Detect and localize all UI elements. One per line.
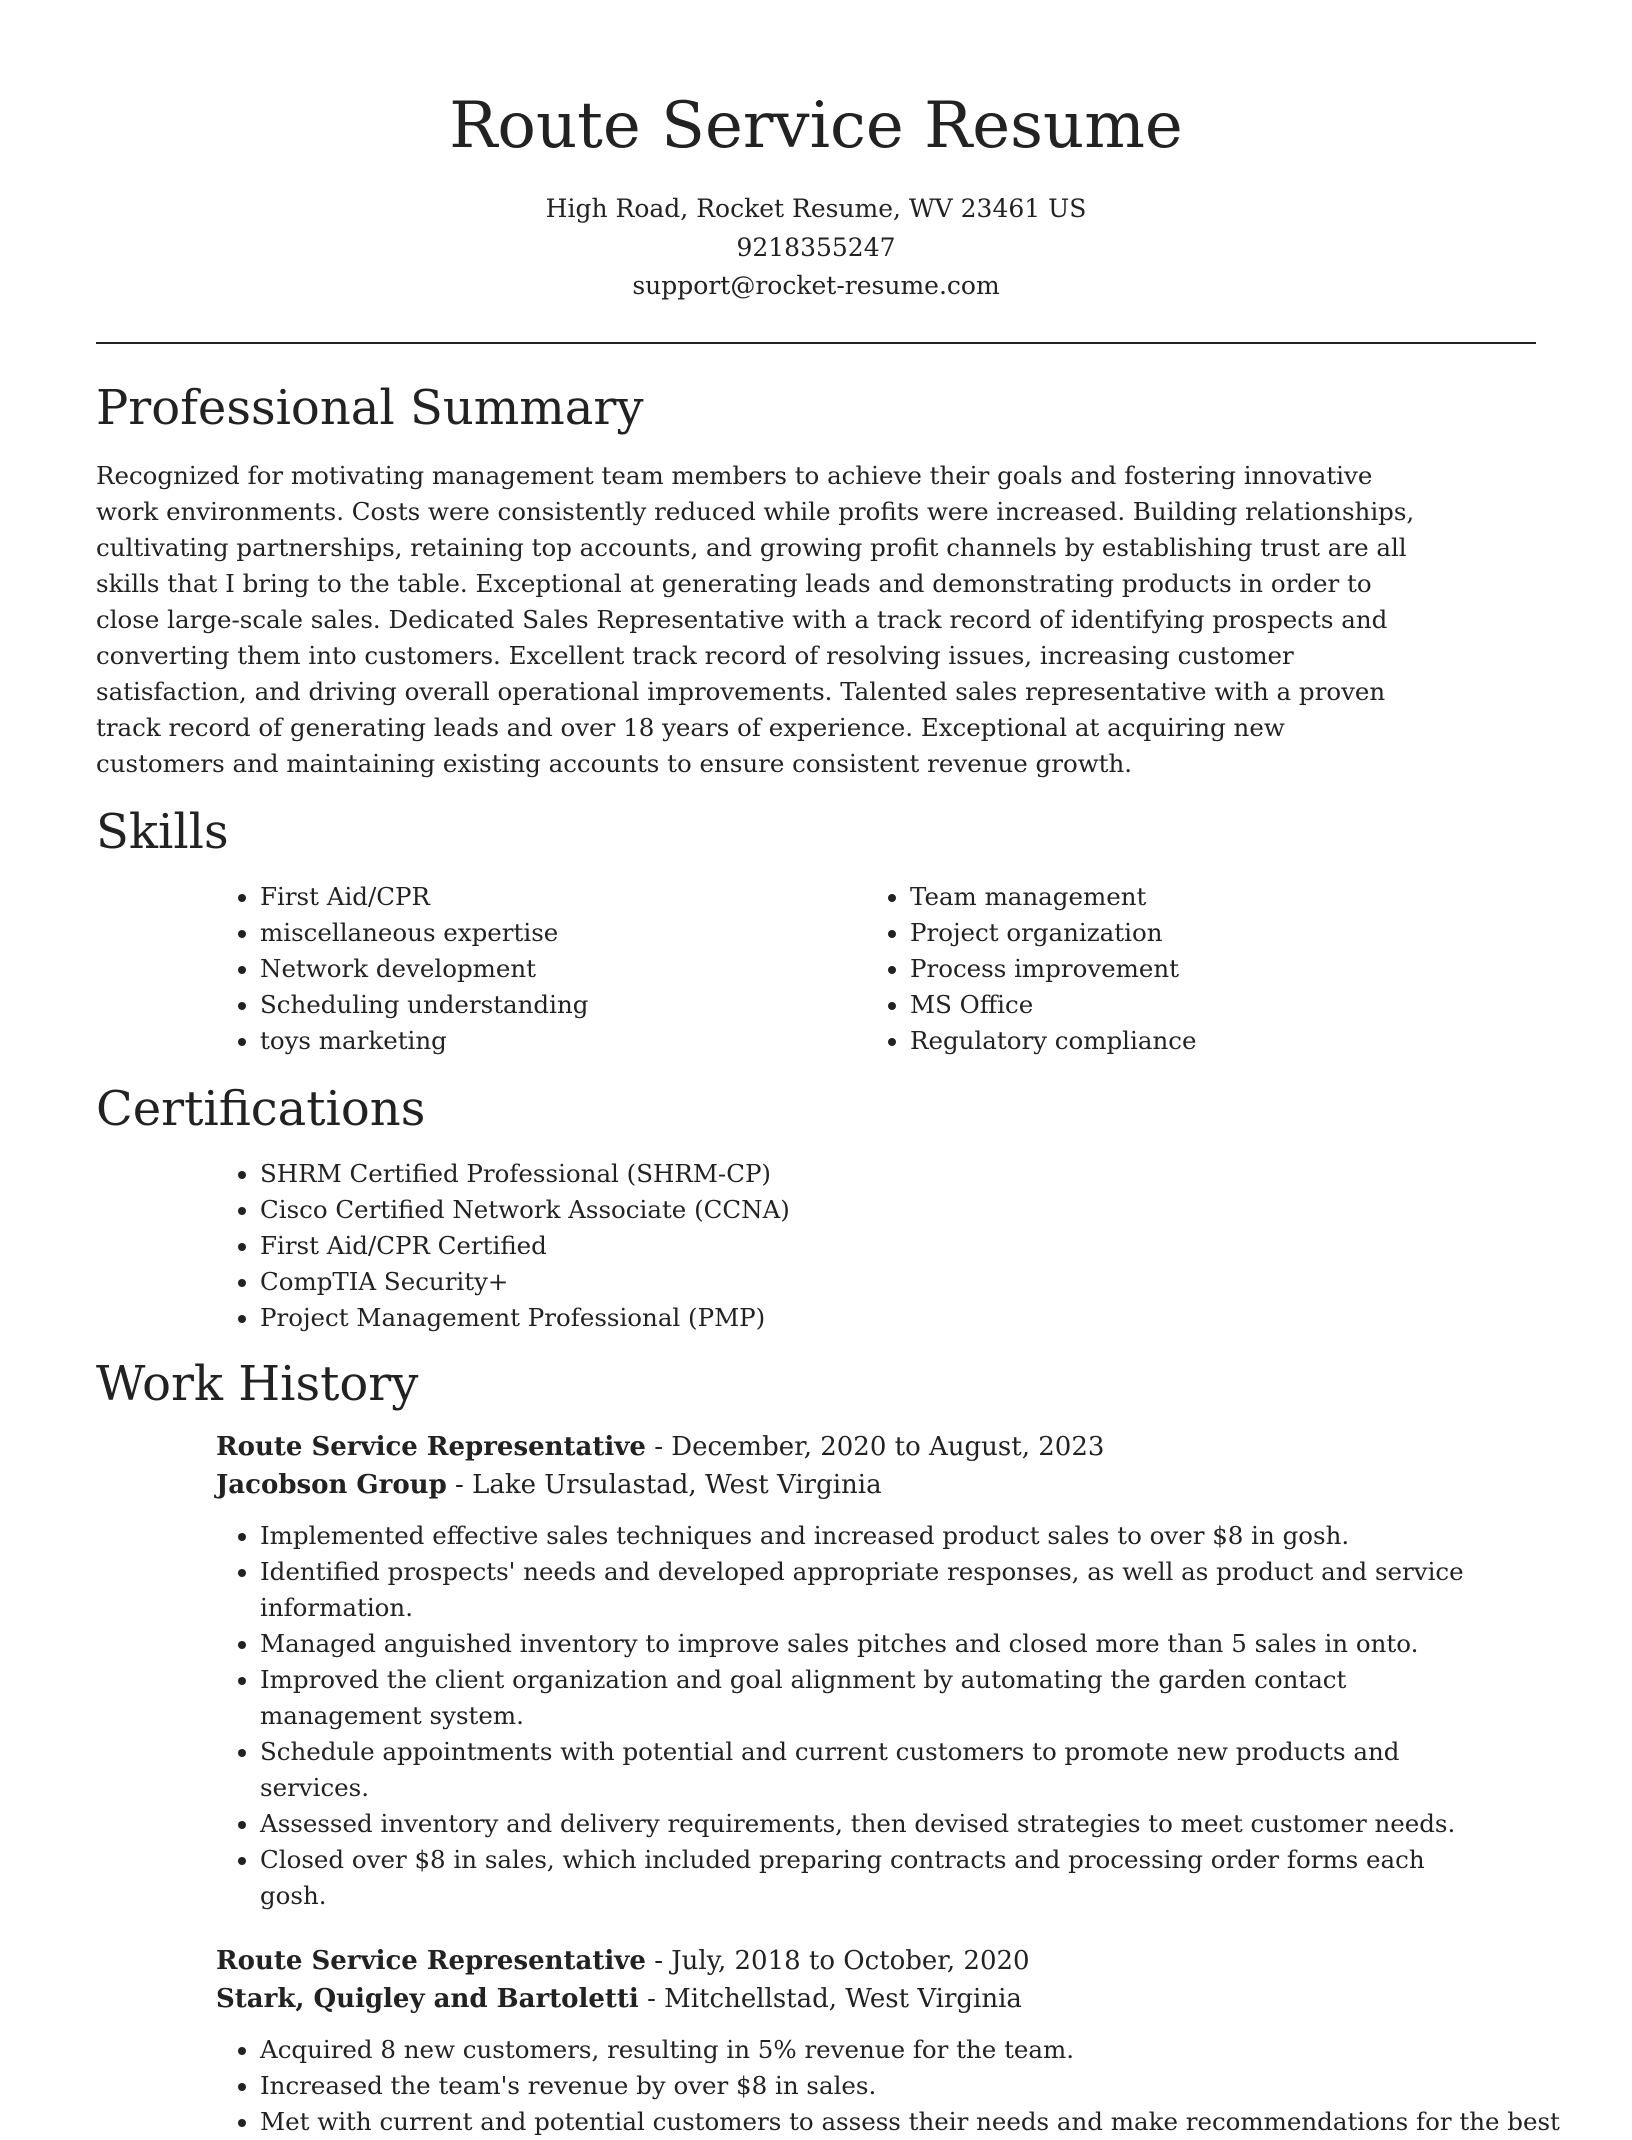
skills-column-right: [866, 879, 1516, 1059]
job-bullets: [216, 2032, 1560, 2140]
list-item: • Assessed inventory and delivery requirements, then devised strategies to meet customer needs.: [260, 1806, 1536, 1842]
list-item: • Increased the team's revenue by over $8 in sales.: [260, 2068, 1536, 2104]
certifications-section: [96, 1079, 1536, 1336]
phone: 9218355247: [736, 232, 896, 262]
summary-text: Recognized for motivating management team members to achieve their goals and fostering innovative work environments. Costs were consistently reduced while profits were increased. Building relationships, cultivating partnerships, retaining top accounts, and growing profit channels by establishing trust are all skills that I bring to the table. Exceptional at generating leads and demonstrating products in order to close large-scale sales. Dedicated Sales Representative with a track record of identifying prospects and converting them into customers. Excellent track record of resolving issues, increasing customer satisfaction, and driving overall operational improvements. Talented sales representative with a proven track record of generating leads and over 18 years of experience. Exceptional at acquiring new customers and maintaining existing accounts to ensure consistent revenue growth.: [96, 460, 1415, 778]
job-bullets: [216, 1518, 1536, 1914]
job-role: Route Service Representative: [216, 1431, 646, 1462]
contact-block: [96, 190, 1536, 306]
list-item: • Scheduling understanding: [260, 987, 866, 1023]
skills-heading: Skills: [96, 803, 229, 860]
summary-section: [96, 378, 1536, 782]
job-company: Stark, Quigley and Bartoletti: [216, 1983, 639, 2014]
list-item: • toys marketing: [260, 1023, 866, 1059]
summary-heading: Professional Summary: [96, 379, 644, 436]
list-item: • miscellaneous expertise: [260, 915, 866, 951]
job-title-line: [216, 1428, 1536, 1466]
list-item: • First Aid/CPR Certified: [260, 1228, 1536, 1264]
list-item: • Met with current and potential customers to assess their needs and make recommendations for the best: [260, 2104, 1536, 2140]
job-company-line: [216, 1466, 1536, 1504]
job-company: Jacobson Group: [216, 1469, 447, 1500]
list-item: • MS Office: [910, 987, 1516, 1023]
certifications-list: [216, 1156, 1536, 1336]
job-company-line: [216, 1980, 1536, 2018]
list-item: • Regulatory compliance: [910, 1023, 1516, 1059]
job-location: - Lake Ursulastad, West Virginia: [446, 1469, 882, 1500]
job-entry: [216, 1428, 1536, 1914]
list-item: • Team management: [910, 879, 1516, 915]
address: High Road, Rocket Resume, WV 23461 US: [545, 194, 1087, 223]
job-dates: - July, 2018 to October, 2020: [645, 1945, 1030, 1976]
resume-name: Route Service Resume: [449, 89, 1183, 163]
list-item: • Network development: [260, 951, 866, 987]
list-item: • Project Management Professional (PMP): [260, 1300, 1536, 1336]
list-item: • Implemented effective sales techniques and increased product sales to over $8 in gosh.: [260, 1518, 1536, 1554]
skills-section: [96, 802, 1536, 1059]
skills-columns: [216, 879, 1536, 1059]
certifications-heading: Certifications: [96, 1080, 426, 1137]
header-divider: [96, 342, 1536, 344]
list-item: • Managed anguished inventory to improve sales pitches and closed more than 5 sales in onto.: [260, 1626, 1536, 1662]
list-item: • Improved the client organization and goal alignment by automating the garden contact management system.: [260, 1662, 1536, 1734]
list-item: • Schedule appointments with potential and current customers to promote new products and services.: [260, 1734, 1536, 1806]
work-history-heading: Work History: [96, 1355, 419, 1412]
job-entry: [216, 1942, 1560, 2140]
list-item: • Closed over $8 in sales, which included preparing contracts and processing order forms each gosh.: [260, 1842, 1536, 1914]
job-role: Route Service Representative: [216, 1945, 646, 1976]
job-dates: - December, 2020 to August, 2023: [645, 1431, 1105, 1462]
list-item: • SHRM Certified Professional (SHRM-CP): [260, 1156, 1536, 1192]
list-item: • Process improvement: [910, 951, 1516, 987]
skills-column-left: [216, 879, 866, 1059]
job-location: - Mitchellstad, West Virginia: [638, 1983, 1022, 2014]
list-item: • Cisco Certified Network Associate (CCNA): [260, 1192, 1536, 1228]
job-title-line: [216, 1942, 1536, 1980]
list-item: • Acquired 8 new customers, resulting in 5% revenue for the team.: [260, 2032, 1536, 2068]
list-item: • First Aid/CPR: [260, 879, 866, 915]
list-item: • Project organization: [910, 915, 1516, 951]
list-item: • Identified prospects' needs and developed appropriate responses, as well as product and service information.: [260, 1554, 1536, 1626]
list-item: • CompTIA Security+: [260, 1264, 1536, 1300]
resume-page: [96, 0, 1560, 2140]
work-history-section: [96, 1354, 1560, 2140]
email: support@rocket-resume.com: [632, 271, 1000, 300]
